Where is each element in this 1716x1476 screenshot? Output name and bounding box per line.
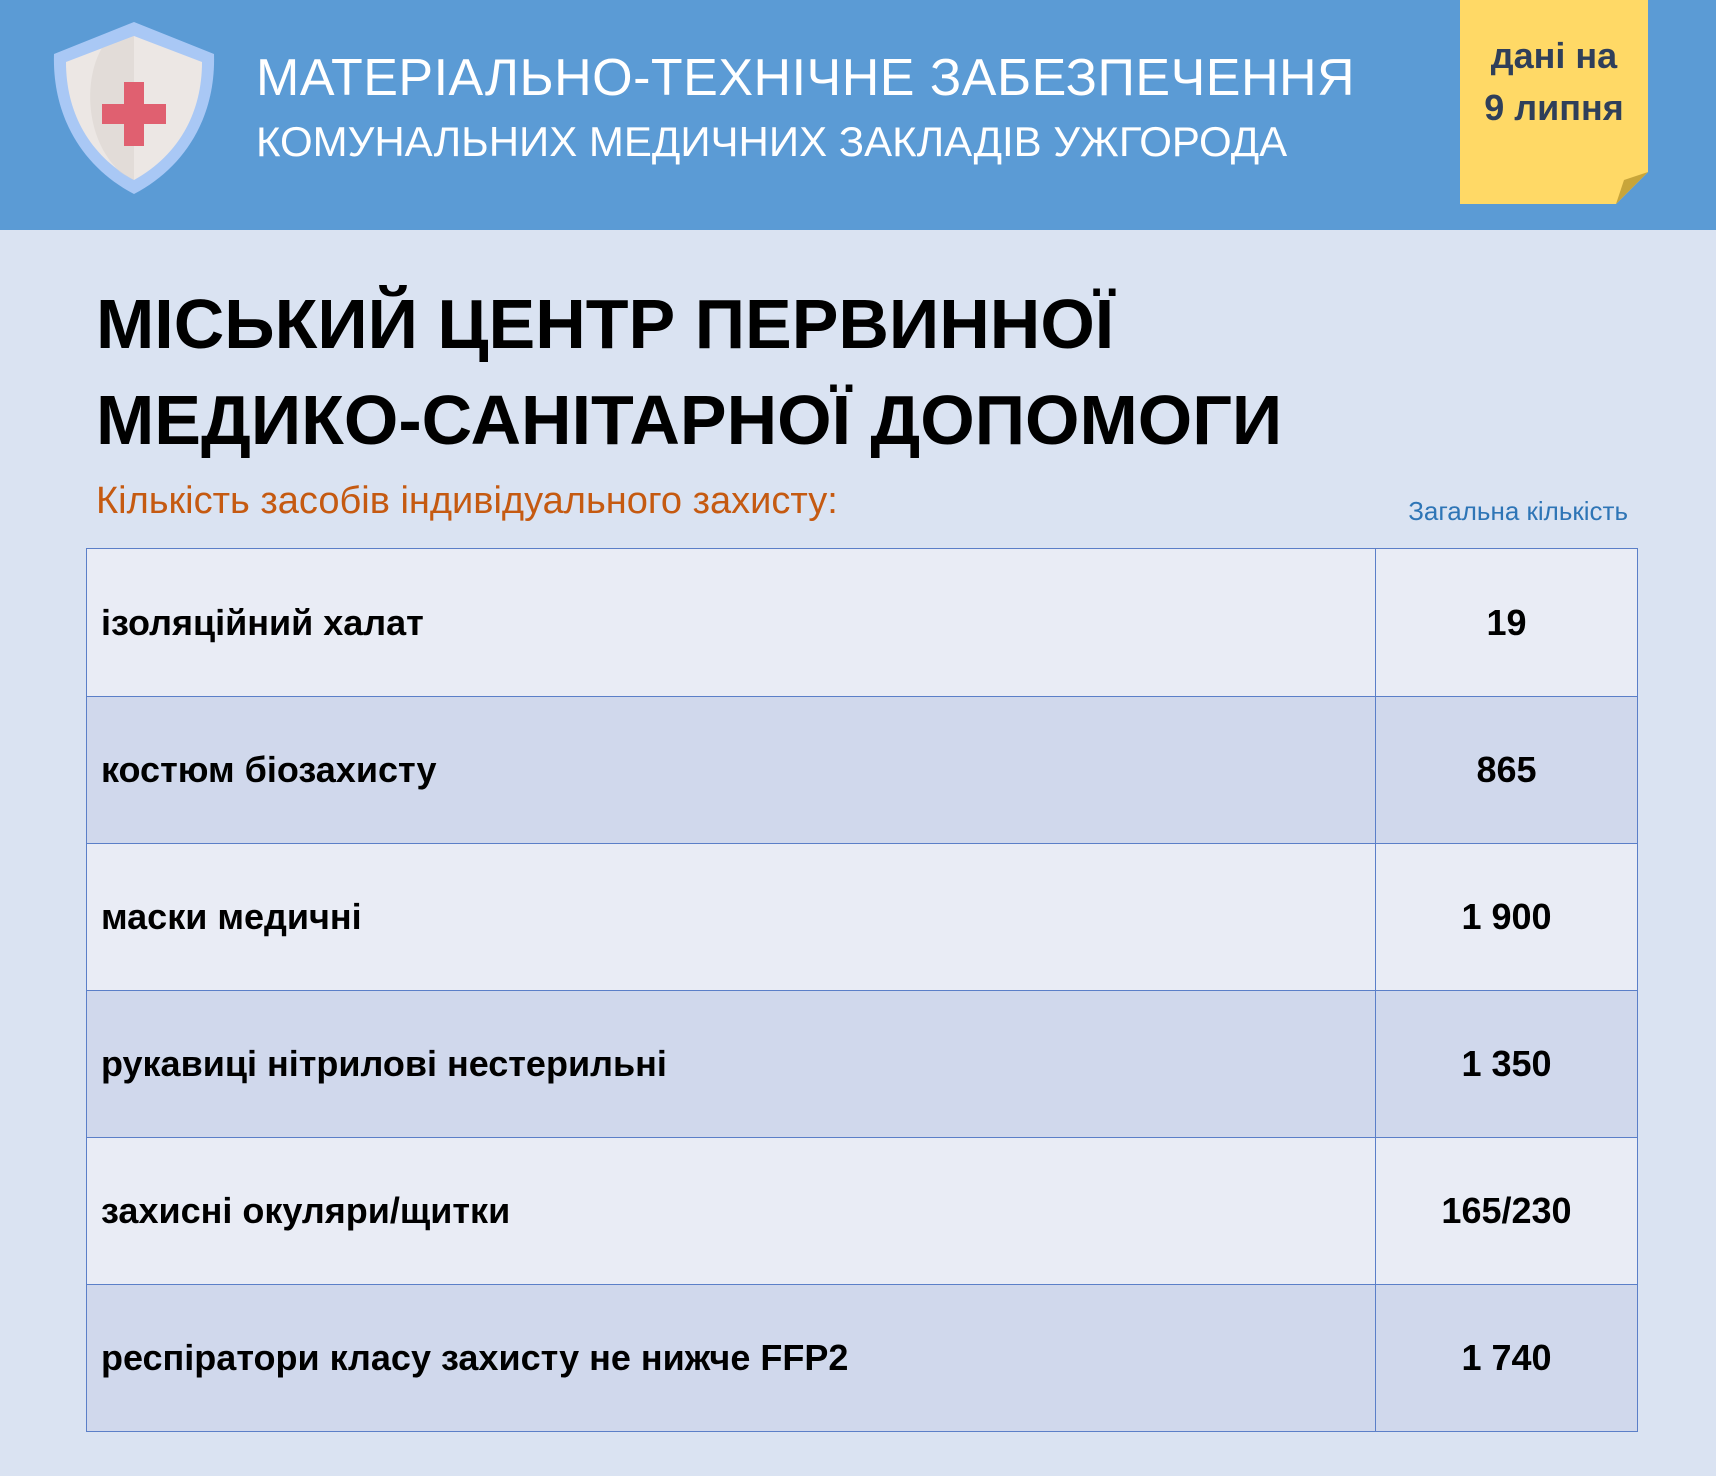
item-quantity: 19 [1486,601,1527,643]
table-row [87,1284,1637,1431]
page-title-line-2: МЕДИКО-САНІТАРНОЇ ДОПОМОГИ [96,381,1283,459]
item-quantity: 1 740 [1461,1337,1552,1378]
table-row [87,1137,1637,1284]
section-subtitle: Кількість засобів індивідуального захисту: [96,480,838,522]
table-row [87,843,1637,990]
item-name: рукавиці нітрилові нестерильні [87,991,1376,1137]
item-name: захисні окуляри/щитки [87,1138,1376,1284]
date-note [1460,0,1648,204]
item-name: маски медичні [87,844,1376,990]
table-row [87,549,1637,696]
header-title: МАТЕРІАЛЬНО-ТЕХНІЧНЕ ЗАБЕЗПЕЧЕННЯ [256,49,1356,107]
column-header-quantity: Загальна кількість [1408,496,1628,526]
medical-shield-icon [44,18,224,198]
table-row [87,696,1637,843]
item-name: костюм біозахисту [87,697,1376,843]
table-row [87,990,1637,1137]
item-name: ізоляційний халат [87,549,1376,696]
note-line-2: 9 липня [1484,87,1624,128]
page-title [96,276,1596,468]
page-title-line-1: МІСЬКИЙ ЦЕНТР ПЕРВИННОЇ [96,285,1115,363]
header-banner [0,0,1716,230]
item-quantity: 865 [1476,749,1537,790]
item-quantity: 165/230 [1441,1190,1572,1231]
item-name: респіратори класу захисту не нижче FFP2 [87,1285,1376,1431]
note-line-1: дані на [1490,35,1618,76]
item-quantity: 1 900 [1461,896,1552,937]
ppe-table [86,548,1638,1432]
header-subtitle: КОМУНАЛЬНИХ МЕДИЧНИХ ЗАКЛАДІВ УЖГОРОДА [256,118,1288,165]
item-quantity: 1 350 [1461,1043,1552,1084]
